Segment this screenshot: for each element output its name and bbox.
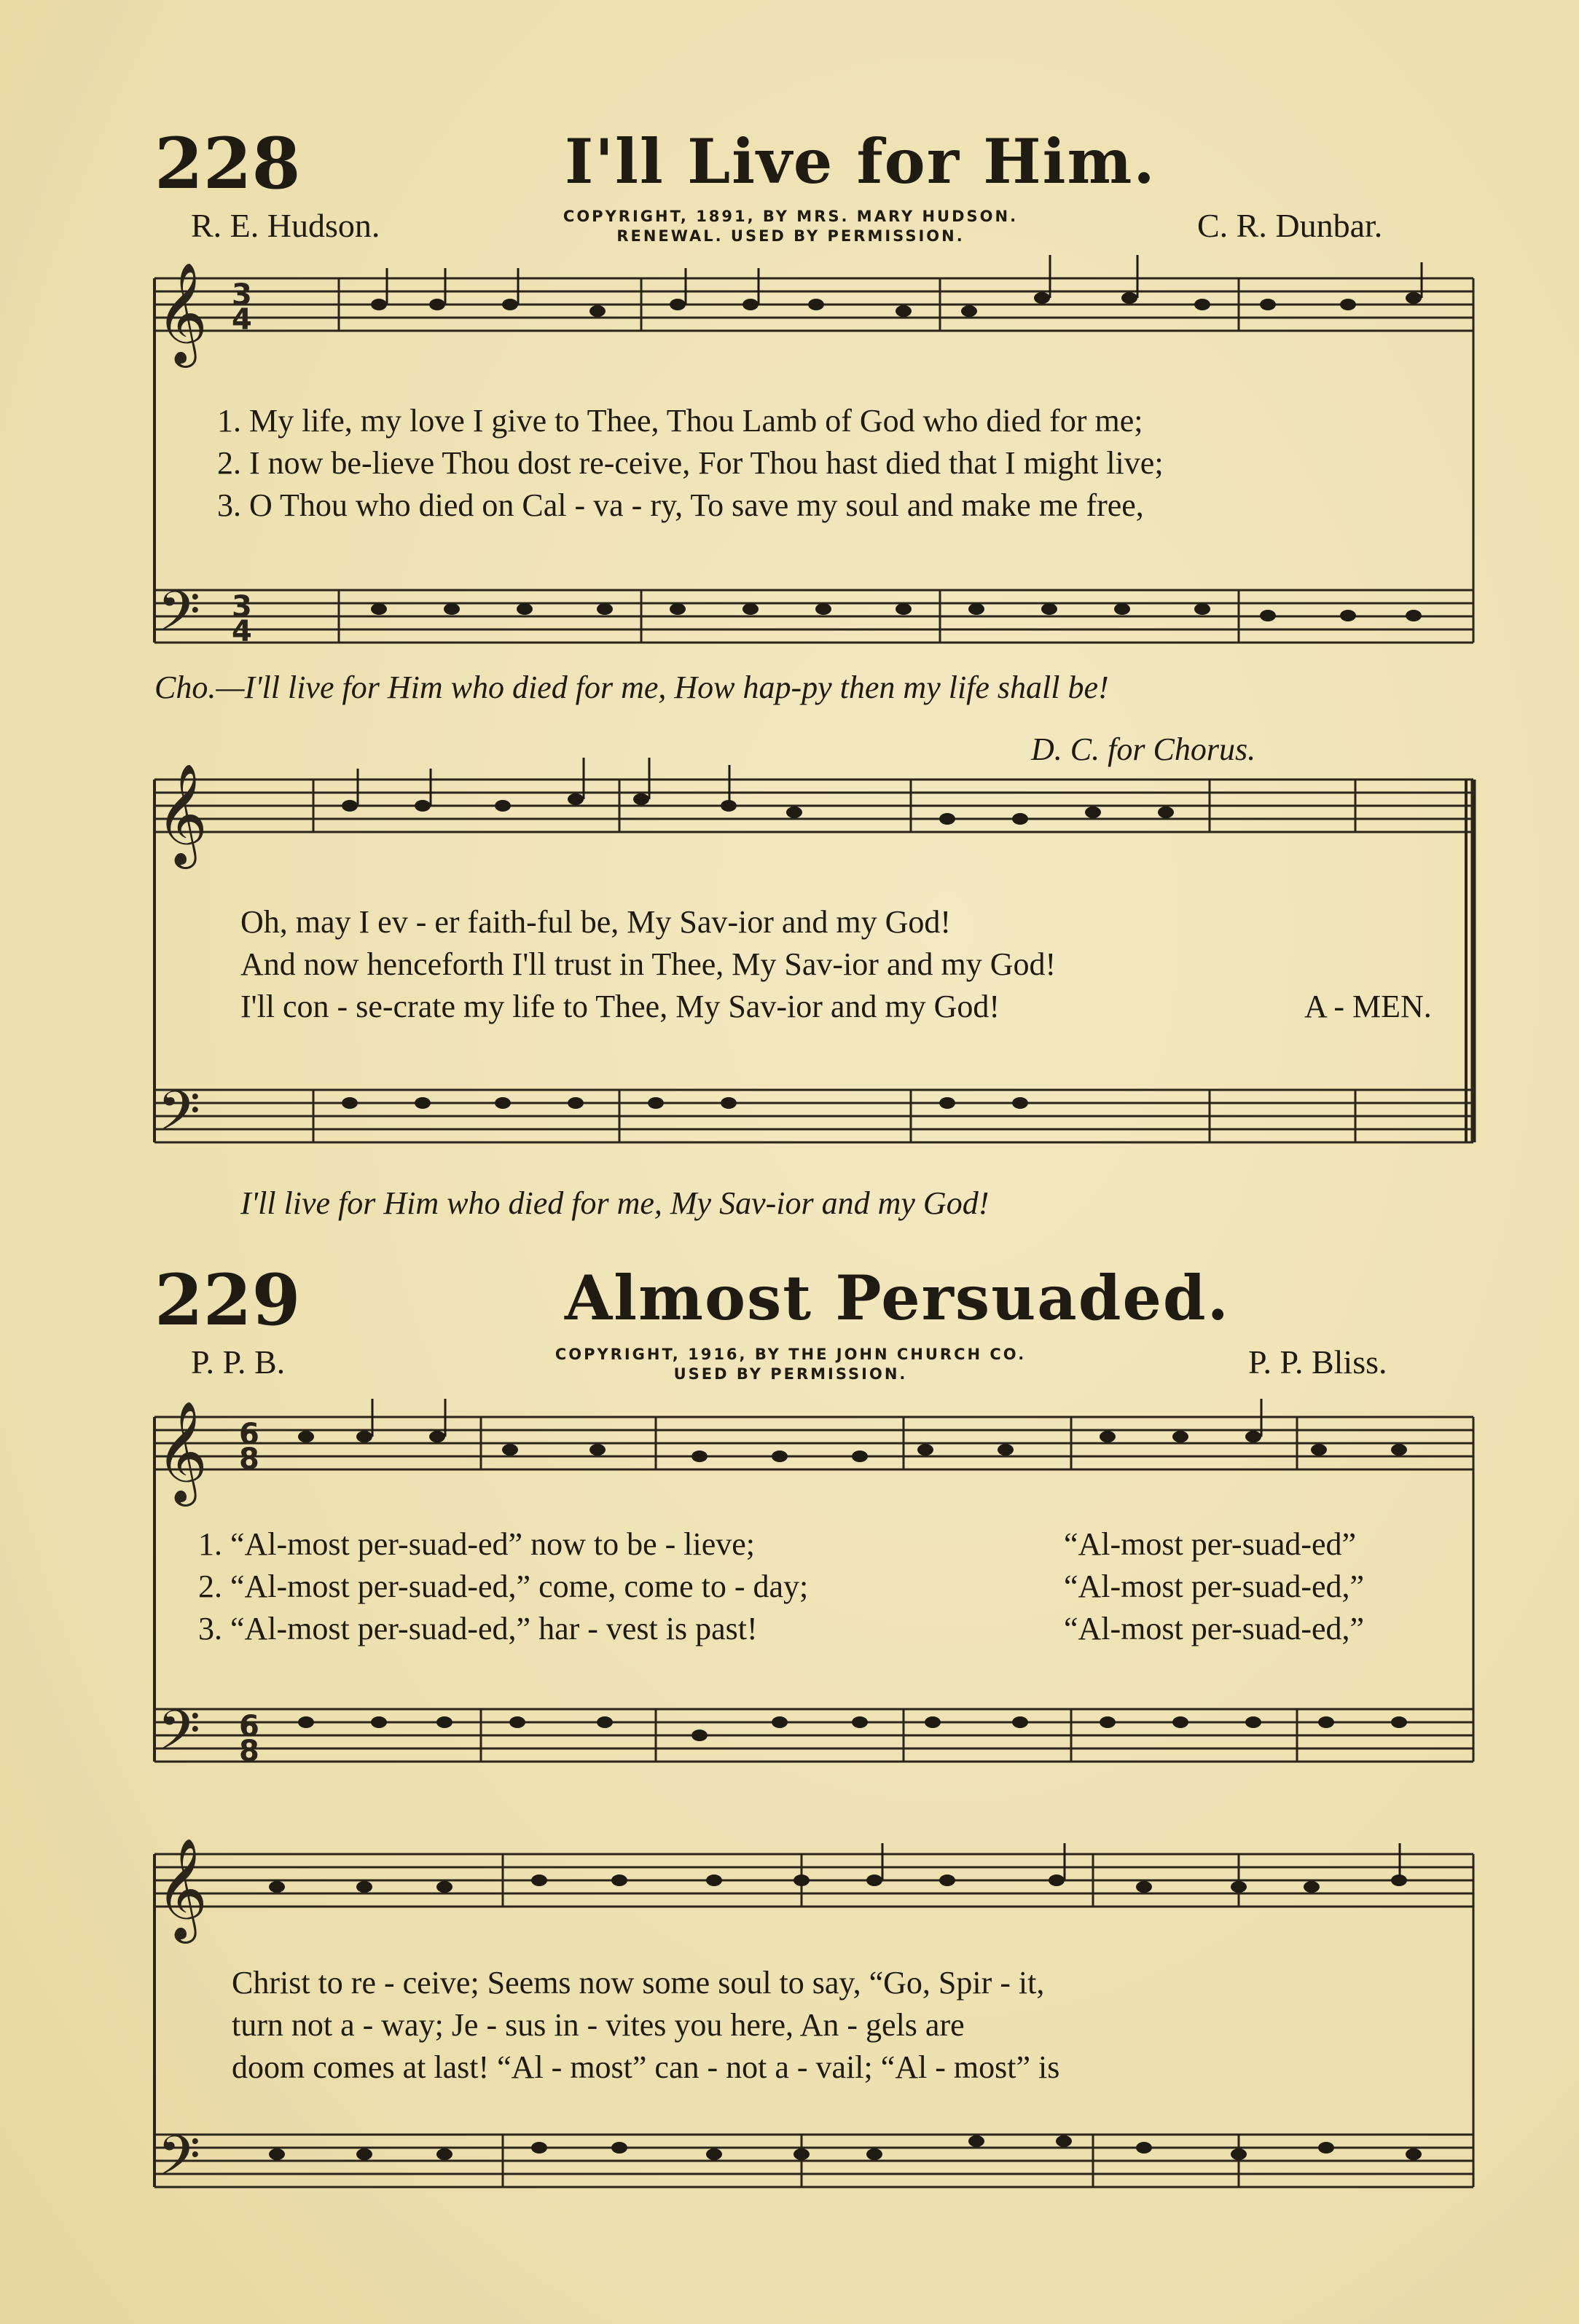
hymn-228-title: I'll Live for Him. [565, 125, 1156, 197]
hymn-229-verse-3b: “Al-most per-suad-ed,” [1064, 1611, 1365, 1646]
svg-text:𝄞: 𝄞 [156, 763, 208, 865]
svg-text:𝄢: 𝄢 [157, 1079, 201, 1157]
svg-text:𝄞: 𝄞 [156, 262, 208, 364]
hymn-228-verse-1: 1. My life, my love I give to Thee, Thou Lamb of God who died for me; [217, 403, 1143, 439]
hymn-228-verse-end-3: I'll con - se-crate my life to Thee, My Sav-ior and my God! [240, 989, 1000, 1024]
svg-text:6: 6 [239, 1418, 259, 1451]
hymn-228-verse-2: 2. I now be-lieve Thou dost re-ceive, For Thou hast died that I might live; [217, 445, 1164, 481]
svg-text:3: 3 [232, 278, 252, 312]
hymn-229-author: P. P. B. [191, 1343, 286, 1381]
hymn-229-number: 229 [154, 1259, 301, 1341]
hymn-228-chorus-cue: Cho.—I'll live for Him who died for me, How hap-py then my life shall be! [154, 670, 1109, 705]
svg-text:𝄢: 𝄢 [157, 2124, 201, 2202]
svg-text:𝄢: 𝄢 [157, 1698, 201, 1776]
hymn-229-verse-3a: 3. “Al-most per-suad-ed,” har - vest is past! [198, 1611, 758, 1646]
hymn-229-verse-2c: turn not a - way; Je - sus in - vites you here, An - gels are [232, 2007, 965, 2043]
svg-text:𝄞: 𝄞 [156, 1401, 208, 1502]
copyright-line-1: COPYRIGHT, 1891, BY MRS. MARY HUDSON. [563, 208, 1019, 225]
copyright-line-2: RENEWAL. USED BY PERMISSION. [616, 227, 965, 245]
svg-text:4: 4 [232, 303, 252, 337]
svg-text:3: 3 [232, 590, 252, 624]
hymn-229-verse-1b: “Al-most per-suad-ed” [1064, 1526, 1357, 1562]
svg-text:𝄞: 𝄞 [156, 1838, 208, 1939]
hymn-229-verse-3c: doom comes at last! “Al - most” can - not a - vail; “Al - most” is [232, 2049, 1060, 2085]
svg-text:8: 8 [239, 1442, 259, 1476]
svg-text:4: 4 [232, 615, 252, 648]
hymn-229-verse-2b: “Al-most per-suad-ed,” [1064, 1569, 1365, 1604]
hymn-229-composer: P. P. Bliss. [1248, 1343, 1387, 1381]
hymn-228-composer: C. R. Dunbar. [1197, 207, 1383, 244]
hymn-229-copyright [539, 1345, 1042, 1384]
hymn-229-verse-2a: 2. “Al-most per-suad-ed,” come, come to - day; [198, 1569, 809, 1604]
amen-label: A - MEN. [1304, 989, 1432, 1024]
hymn-228-author: R. E. Hudson. [191, 207, 380, 244]
hymn-228-verse-end-1: Oh, may I ev - er faith-ful be, My Sav-ior and my God! [240, 904, 952, 940]
svg-text:6: 6 [239, 1710, 259, 1743]
copyright-line-1: COPYRIGHT, 1916, BY THE JOHN CHURCH CO. [555, 1346, 1027, 1363]
hymn-229-verse-1c: Christ to re - ceive; Seems now some soul to say, “Go, Spir - it, [232, 1965, 1045, 2001]
hymn-229-verse-1a: 1. “Al-most per-suad-ed” now to be - lieve; [198, 1526, 755, 1562]
hymn-228-chorus-end: I'll live for Him who died for me, My Sav-ior and my God! [240, 1185, 990, 1221]
hymn-228-verse-end-2: And now henceforth I'll trust in Thee, My Sav-ior and my God! [240, 946, 1057, 982]
svg-text:8: 8 [239, 1735, 259, 1768]
hymn-228-number: 228 [154, 122, 301, 205]
hymn-229-title: Almost Persuaded. [565, 1262, 1230, 1334]
hymn-228-verse-3: 3. O Thou who died on Cal - va - ry, To save my soul and make me free, [217, 487, 1144, 523]
dc-for-chorus-marking: D. C. for Chorus. [1031, 731, 1256, 767]
svg-text:𝄢: 𝄢 [157, 579, 201, 657]
copyright-line-2: USED BY PERMISSION. [673, 1365, 908, 1383]
